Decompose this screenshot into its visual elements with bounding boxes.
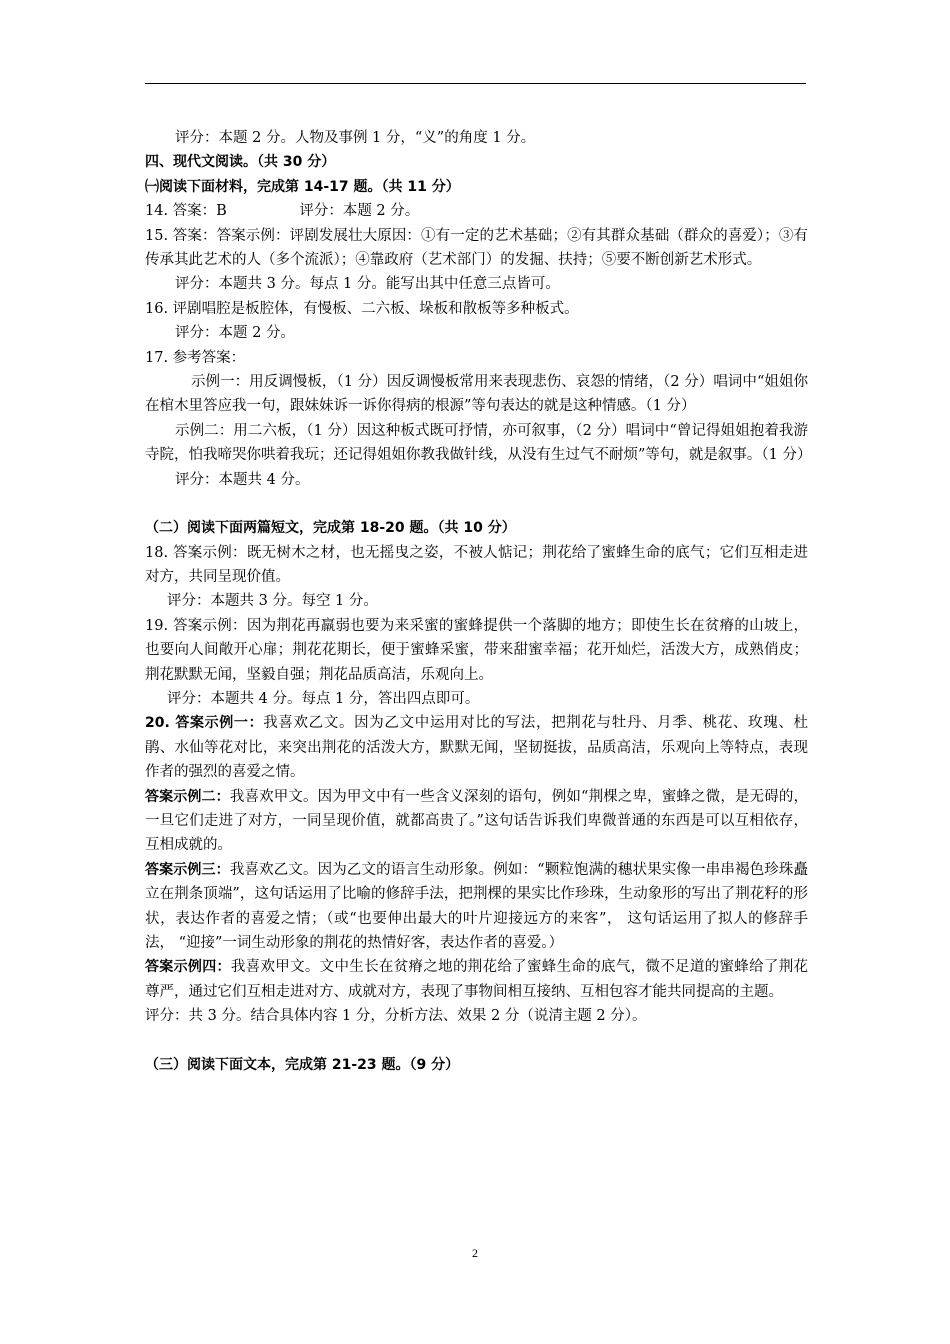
score-15: 评分：本题共 3 分。每点 1 分。能写出其中任意三点皆可。 <box>175 276 560 293</box>
answer-15: 15. 答案：答案示例：评剧发展壮大原因：①有一定的艺术基础；②有其群众基础（群众的喜爱）；③有传承其此艺术的人（多个流派）；④靠政府（艺术部门）的发掘、扶持；⑤要不断创新艺术形式。 <box>145 227 808 269</box>
score-16: 评分：本题 2 分。 <box>175 325 295 342</box>
answer-20-label-1: 20. 答案示例一： <box>145 715 264 732</box>
answer-14: 14. 答案：B 评分：本题 2 分。 <box>145 203 420 220</box>
answer-20-label-3: 答案示例三： <box>145 861 230 878</box>
document-body <box>145 126 812 1077</box>
answer-20-example-4: 答案示例四：我喜欢甲文。文中生长在贫瘠之地的荆花给了蜜蜂生命的底气，微不足道的蜜蜂给了荆花尊严，通过它们互相走进对方、成就对方，表现了事物间相互接纳、互相包容才能共同提高的主题。 <box>145 959 808 1000</box>
answer-16: 16. 评剧唱腔是板腔体，有慢板、二六板、垛板和散板等多种板式。 <box>145 300 579 317</box>
answer-18: 18. 答案示例：既无树木之材，也无摇曳之姿，不被人惦记；荆花给了蜜蜂生命的底气；它们互相走进对方，共同呈现价值。 <box>145 544 808 585</box>
answer-17-example-1: 示例一：用反调慢板，（1 分）因反调慢板常用来表现悲伤、哀怨的情绪，（2 分）唱词中“姐姐你在棺木里答应我一句，跟妹妹诉一诉你得病的根源”等句表达的就是这种情感。（1 分） <box>145 374 808 415</box>
subsection-heading-3: （三）阅读下面文本，完成第 21-23 题。（9 分） <box>145 1056 460 1073</box>
score-18: 评分：本题共 3 分。每空 1 分。 <box>167 593 378 610</box>
answer-20-label-2: 答案示例二： <box>145 788 230 805</box>
subsection-heading-1: ㈠阅读下面材料，完成第 14-17 题。（共 11 分） <box>145 178 460 195</box>
answer-17-example-2: 示例二：用二六板，（1 分）因这种板式既可抒情，亦可叙事，（2 分）唱词中“曾记得姐姐抱着我游寺院，怕我啼哭你哄着我玩；还记得姐姐你教我做针线，从没有生过气不耐烦”等句，就是叙事。（1 分） <box>145 422 812 464</box>
page-number: 2 <box>472 1246 478 1260</box>
subsection-heading-2: （二）阅读下面两篇短文，完成第 18-20 题。（共 10 分） <box>145 520 516 537</box>
answer-17-heading: 17. 参考答案： <box>145 349 246 366</box>
answer-20-example-1: 20. 答案示例一：我喜欢乙文。因为乙文中运用对比的写法，把荆花与牡丹、月季、桃花、玫瑰、杜鹃、水仙等花对比，来突出荆花的活泼大方，默默无闻，坚韧挺拔，品质高洁，乐观向上等特点，表现作者的强烈的喜爱之情。 <box>145 715 808 781</box>
header-rule <box>145 83 806 84</box>
score-17: 评分：本题共 4 分。 <box>175 471 310 488</box>
score-line-13: 评分：本题 2 分。人物及事例 1 分，“义”的角度 1 分。 <box>175 130 536 146</box>
score-19: 评分：本题共 4 分。每点 1 分，答出四点即可。 <box>167 690 480 707</box>
answer-20-label-4: 答案示例四： <box>145 959 231 976</box>
score-20: 评分：共 3 分。结合具体内容 1 分，分析方法、效果 2 分（说清主题 2 分）。 <box>145 1008 647 1025</box>
answer-20-example-2: 答案示例二：我喜欢甲文。因为甲文中有一些含义深刻的语句，例如“荆棵之卑，蜜蜂之微，是无碍的，一旦它们走进了对方，一同呈现价值，就都高贵了。”这句话告诉我们卑微普通的东西是可以互相依存，互相成就的。 <box>145 788 808 854</box>
section-heading-4: 四、现代文阅读。（共 30 分） <box>145 154 336 171</box>
answer-20-example-3: 答案示例三：我喜欢乙文。因为乙文的语言生动形象。例如：“颗粒饱满的穗状果实像一串串褐色珍珠矗立在荆条顶端”，这句话运用了比喻的修辞手法，把荆棵的果实比作珍珠，生动象形的写出了荆花籽的形状，表达作者的喜爱之情；（或“也要伸出最大的叶片迎接远方的来客”， 这句话运用了拟人的修辞手法， “迎接”一词生动形象的荆花的热情好客，表达作者的喜爱。） <box>145 861 808 951</box>
answer-19: 19. 答案示例：因为荆花再羸弱也要为来采蜜的蜜蜂提供一个落脚的地方；即使生长在贫瘠的山坡上，也要向人间敞开心扉；荆花花期长，便于蜜蜂采蜜，带来甜蜜幸福；花开灿烂，活泼大方，成熟俏皮；荆花默默无闻，坚毅自强；荆花品质高洁，乐观向上。 <box>145 617 808 683</box>
